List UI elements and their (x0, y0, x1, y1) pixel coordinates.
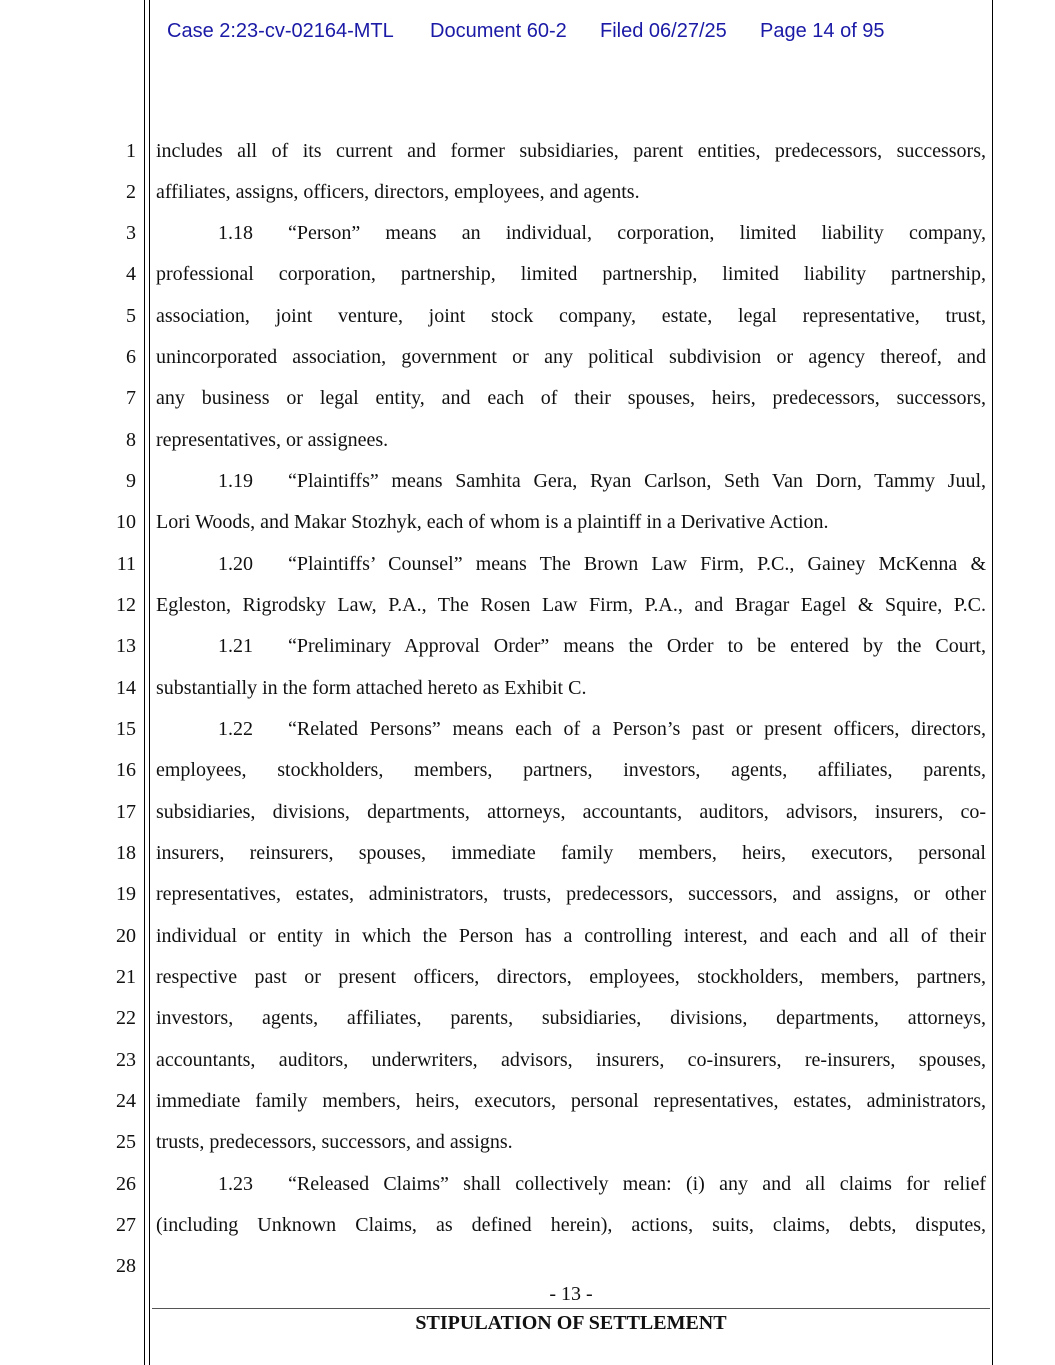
body-line: insurers, reinsurers, spouses, immediate family members, heirs, executors, personal (156, 842, 986, 864)
body-line: unincorporated association, government or any political subdivision or agency thereof, and (156, 346, 986, 368)
line-number: 2 (126, 181, 136, 203)
section-number: 1.22 (218, 718, 253, 740)
body-line: substantially in the form attached hereto as Exhibit C. (156, 677, 587, 699)
line-number: 18 (116, 842, 136, 864)
body-line: employees, stockholders, members, partners, investors, agents, affiliates, parents, (156, 759, 986, 781)
footer-rule (152, 1308, 990, 1309)
left-margin-rule-outer (144, 0, 145, 1365)
body-line: “Preliminary Approval Order” means the Order to be entered by the Court, (288, 635, 986, 657)
line-number: 16 (116, 759, 136, 781)
body-line: any business or legal entity, and each of their spouses, heirs, predecessors, successors, (156, 387, 986, 409)
page-number: - 13 - (549, 1283, 593, 1305)
body-line: trusts, predecessors, successors, and assigns. (156, 1131, 513, 1153)
section-number: 1.19 (218, 470, 253, 492)
section-number: 1.18 (218, 222, 253, 244)
section-1-18-heading-line (156, 221, 986, 245)
line-number: 5 (126, 305, 136, 327)
body-line: “Released Claims” shall collectively mean: (i) any and all claims for relief (288, 1173, 986, 1195)
body-line: accountants, auditors, underwriters, advisors, insurers, co-insurers, re-insurers, spouses, (156, 1049, 986, 1071)
body-line: (including Unknown Claims, as defined herein), actions, suits, claims, debts, disputes, (156, 1214, 986, 1236)
line-number: 7 (126, 387, 136, 409)
ecf-header (0, 20, 1055, 44)
header-page-count: Page 14 of 95 (760, 20, 885, 42)
section-number: 1.20 (218, 553, 253, 575)
line-number: 10 (116, 511, 136, 533)
body-line: subsidiaries, divisions, departments, attorneys, accountants, auditors, advisors, insurers, co- (156, 801, 986, 823)
line-number: 22 (116, 1007, 136, 1029)
line-number: 19 (116, 883, 136, 905)
body-line: association, joint venture, joint stock company, estate, legal representative, trust, (156, 305, 986, 327)
line-number: 13 (116, 635, 136, 657)
body-line: affiliates, assigns, officers, directors, employees, and agents. (156, 181, 640, 203)
right-margin-rule (992, 0, 993, 1365)
body-line: Lori Woods, and Makar Stozhyk, each of whom is a plaintiff in a Derivative Action. (156, 511, 829, 533)
line-number: 15 (116, 718, 136, 740)
body-line: includes all of its current and former subsidiaries, parent entities, predecessors, successors, (156, 140, 986, 162)
body-line: investors, agents, affiliates, parents, subsidiaries, divisions, departments, attorneys, (156, 1007, 986, 1029)
body-line: immediate family members, heirs, executors, personal representatives, estates, administrators, (156, 1090, 986, 1112)
section-1-21-heading-line (156, 634, 986, 658)
line-number: 12 (116, 594, 136, 616)
section-1-20-heading-line (156, 552, 986, 576)
line-number: 28 (116, 1255, 136, 1277)
body-line: representatives, or assignees. (156, 429, 389, 451)
line-number: 26 (116, 1173, 136, 1195)
line-number: 8 (126, 429, 136, 451)
line-number: 4 (126, 263, 136, 285)
line-number: 17 (116, 801, 136, 823)
body-line: representatives, estates, administrators, trusts, predecessors, successors, and assigns, or other (156, 883, 986, 905)
body-line: “Plaintiffs” means Samhita Gera, Ryan Carlson, Seth Van Dorn, Tammy Juul, (288, 470, 986, 492)
left-margin-rule-inner (149, 0, 150, 1365)
footer-document-title: STIPULATION OF SETTLEMENT (415, 1312, 727, 1334)
line-number: 24 (116, 1090, 136, 1112)
line-number: 11 (116, 553, 136, 575)
line-number: 6 (126, 346, 136, 368)
body-line: respective past or present officers, directors, employees, stockholders, members, partners, (156, 966, 986, 988)
section-number: 1.23 (218, 1173, 253, 1195)
line-number: 27 (116, 1214, 136, 1236)
line-number: 23 (116, 1049, 136, 1071)
section-1-23-heading-line (156, 1172, 986, 1196)
body-line: “Related Persons” means each of a Person’s past or present officers, directors, (288, 718, 986, 740)
body-line: individual or entity in which the Person has a controlling interest, and each and all of their (156, 925, 986, 947)
body-line: Egleston, Rigrodsky Law, P.A., The Rosen Law Firm, P.A., and Bragar Eagel & Squire, P.C. (156, 594, 986, 616)
line-number: 9 (126, 470, 136, 492)
line-number: 20 (116, 925, 136, 947)
body-line: “Person” means an individual, corporation, limited liability company, (288, 222, 986, 244)
line-number: 21 (116, 966, 136, 988)
header-filed-date: Filed 06/27/25 (600, 20, 727, 42)
body-line: “Plaintiffs’ Counsel” means The Brown Law Firm, P.C., Gainey McKenna & (288, 553, 986, 575)
header-case-number: Case 2:23-cv-02164-MTL (167, 20, 394, 42)
line-number: 3 (126, 222, 136, 244)
line-number: 25 (116, 1131, 136, 1153)
line-number: 14 (116, 677, 136, 699)
section-number: 1.21 (218, 635, 253, 657)
header-document-number: Document 60-2 (430, 20, 567, 42)
section-1-19-heading-line (156, 469, 986, 493)
section-1-22-heading-line (156, 717, 986, 741)
line-number: 1 (126, 140, 136, 162)
body-line: professional corporation, partnership, limited partnership, limited liability partnership, (156, 263, 986, 285)
